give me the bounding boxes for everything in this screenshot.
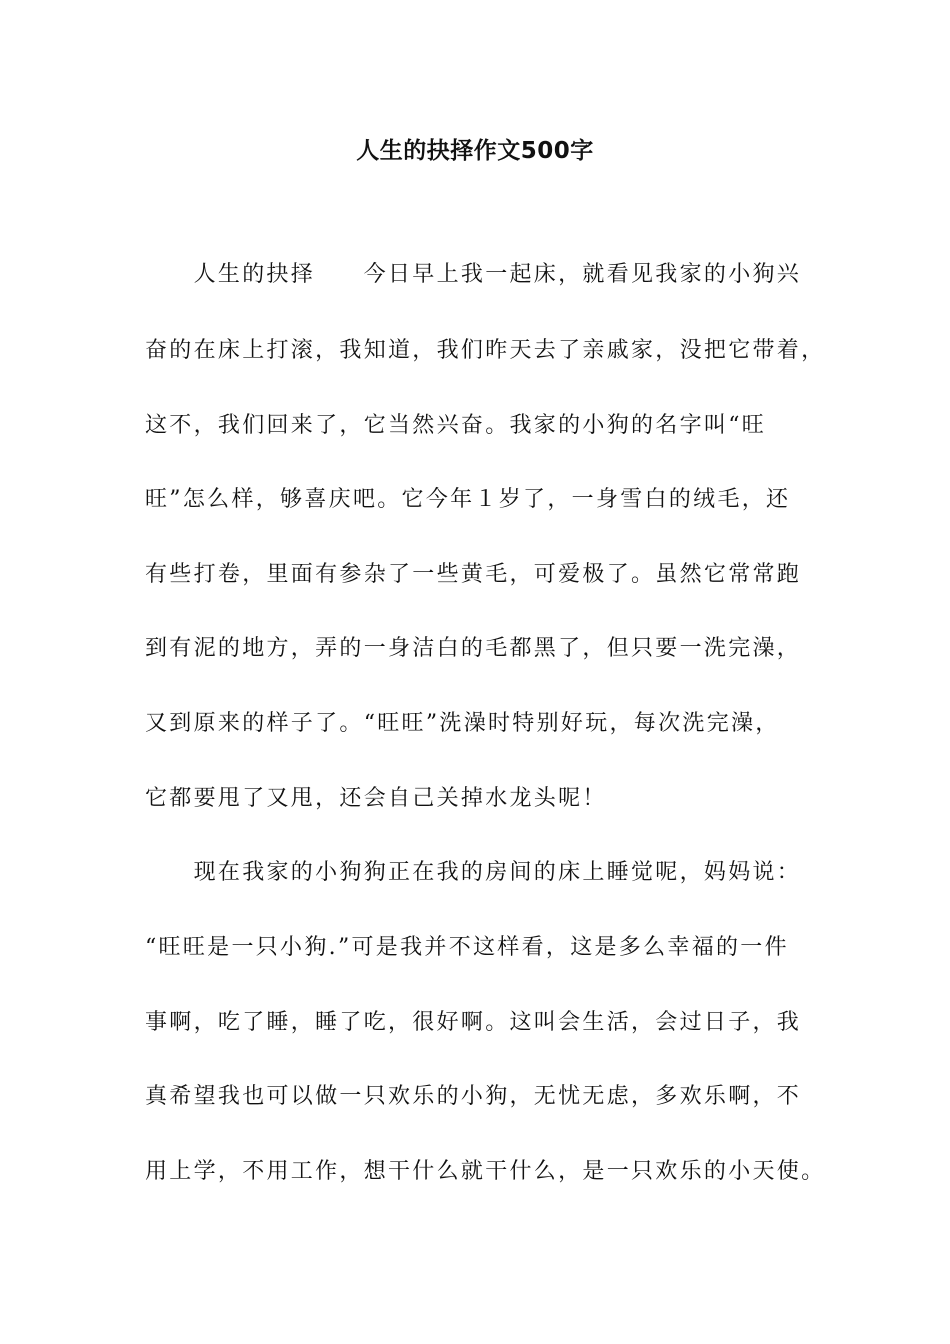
body-line-11: 事啊，吃了睡，睡了吃，很好啊。这叫会生活，会过日子，我	[145, 1010, 802, 1035]
body-line-7: 又到原来的样子了。“旺旺”洗澡时特别好玩，每次洗完澡，	[145, 711, 780, 736]
body-line-3: 这不，我们回来了，它当然兴奋。我家的小狗的名字叫“旺	[145, 413, 767, 438]
body-line-10: “旺旺是一只小狗.”可是我并不这样看，这是多么幸福的一件	[145, 935, 789, 960]
body-line-8: 它都要甩了又甩，还会自己关掉水龙头呢！	[145, 786, 607, 811]
body-line-12: 真希望我也可以做一只欢乐的小狗，无忧无虑，多欢乐啊，不	[145, 1084, 802, 1109]
body-line-9: 现在我家的小狗狗正在我的房间的床上睡觉呢，妈妈说：	[145, 860, 802, 885]
document-title: 人生的抉择作文500字	[356, 138, 594, 164]
body-line-13: 用上学，不用工作，想干什么就干什么，是一只欢乐的小天使。	[145, 1159, 826, 1184]
body-line-1: 人生的抉择 今日早上我一起床，就看见我家的小狗兴	[145, 262, 802, 287]
body-line-4: 旺”怎么样，够喜庆吧。它今年１岁了，一身雪白的绒毛，还	[145, 487, 791, 512]
body-line-5: 有些打卷，里面有参杂了一些黄毛，可爱极了。虽然它常常跑	[145, 562, 802, 587]
body-line-6: 到有泥的地方，弄的一身洁白的毛都黑了，但只要一洗完澡，	[145, 636, 802, 661]
body-line-2: 奋的在床上打滚，我知道，我们昨天去了亲戚家，没把它带着，	[145, 338, 826, 363]
